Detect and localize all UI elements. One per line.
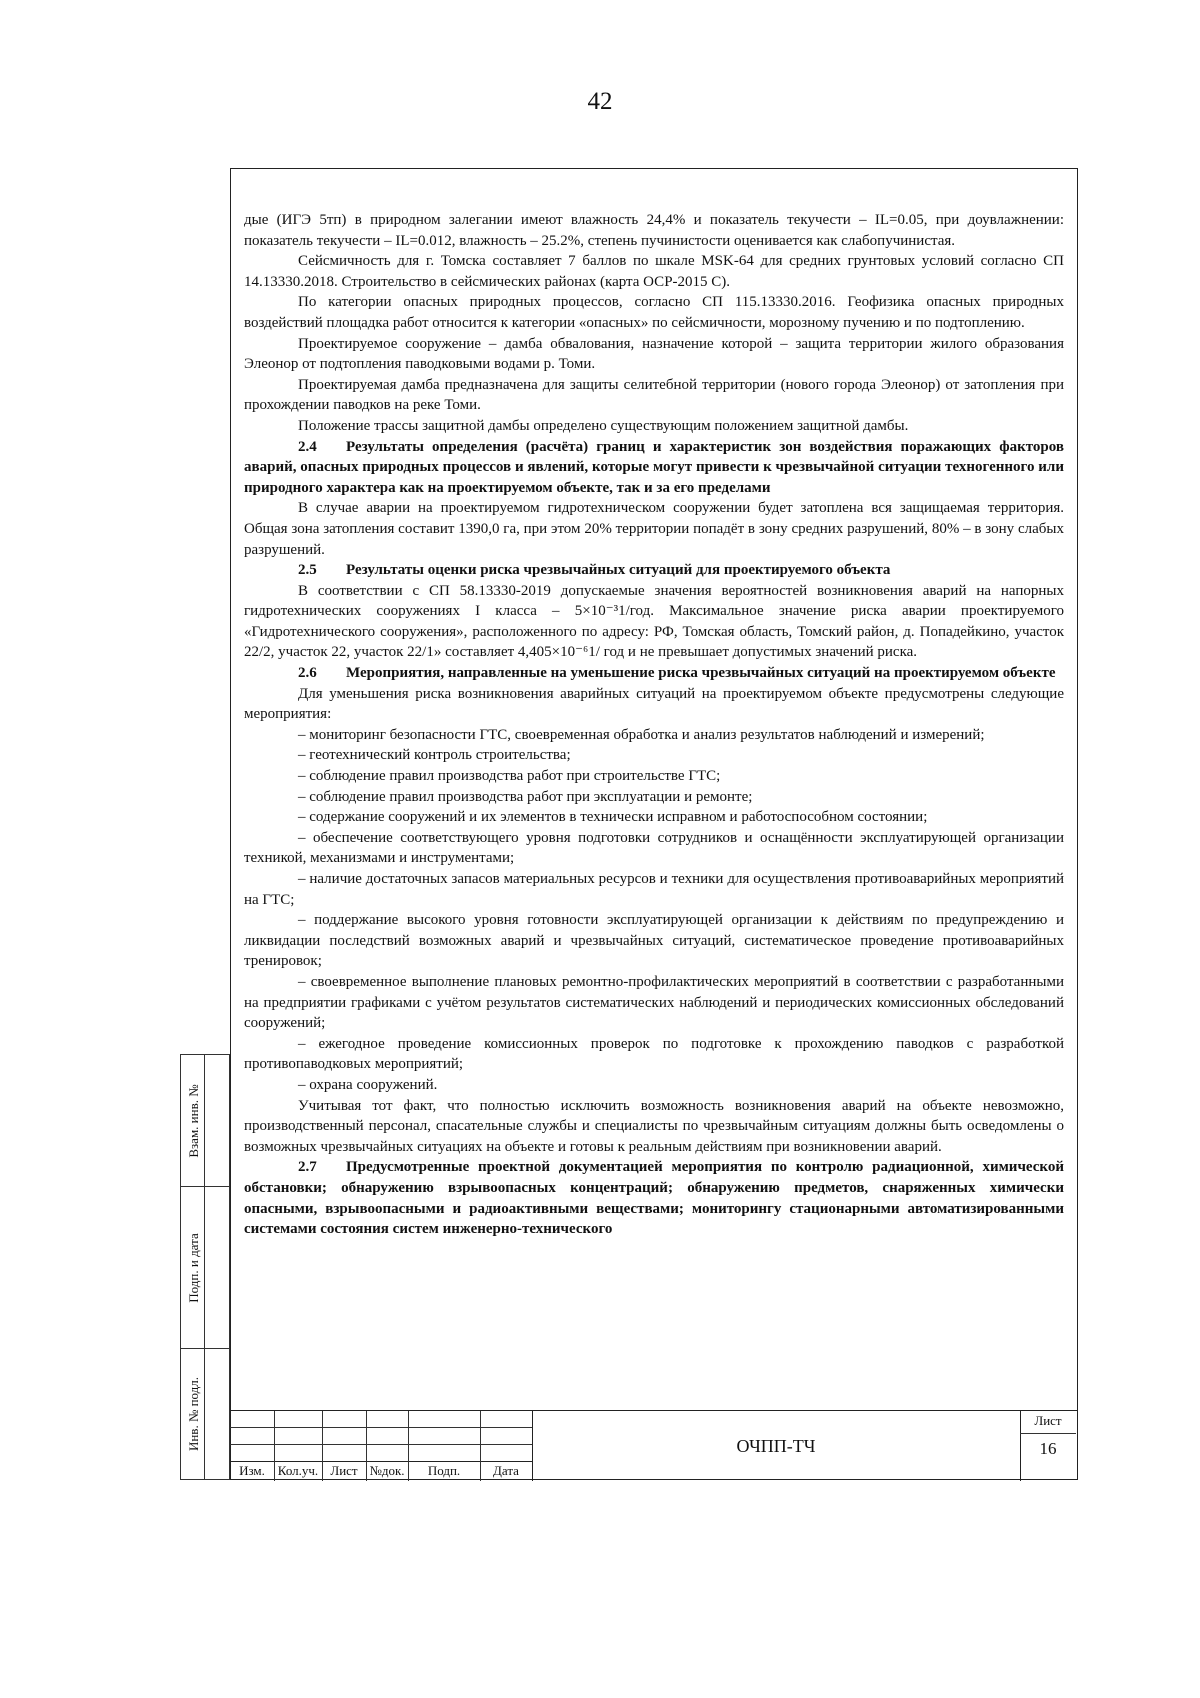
sheet-divider — [1020, 1433, 1076, 1434]
section-heading — [244, 1157, 1064, 1239]
paragraph-text: Сейсмичность для г. Томска составляет 7 баллов по шкале MSK-64 для средних грунтовых условий согласно СП 14.13330.2018. Строительство в сейсмических районах (карта ОСР-2015 С). — [244, 253, 1064, 290]
paragraph-text: По категории опасных природных процессов, согласно СП 115.13330.2016. Геофизика опасных природных воздействий площадка работ относится к категории «опасных» по сейсмичности, морозному пучению и по подтоплению. — [244, 294, 1064, 331]
sheet-label: Лист — [1034, 1413, 1062, 1428]
title-block-row-line — [230, 1444, 532, 1445]
paragraph-text: – соблюдение правил производства работ при эксплуатации и ремонте; — [298, 788, 753, 805]
paragraph — [244, 1075, 1064, 1096]
paragraph — [244, 869, 1064, 910]
section-number: 2.7 — [298, 1159, 317, 1176]
paragraph — [244, 766, 1064, 787]
paragraph — [244, 251, 1064, 292]
document-code: ОЧПП-ТЧ — [736, 1435, 816, 1456]
paragraph-text: – наличие достаточных запасов материальных ресурсов и техники для осуществления противоаварийных мероприятий на ГТС; — [244, 871, 1064, 908]
side-cell-signature — [181, 1187, 229, 1349]
paragraph-text: Предусмотренные проектной документацией мероприятия по контролю радиационной, химической обстановки; обнаружению взрывоопасных концентраций; обнаружению предметов, снаряженных химически опасными, взрывоопасными и радиоактивными веществами; мониторингу стационарными автоматизированными системами состояния систем инженерно-технического — [244, 1159, 1064, 1238]
column-sheet: Лист — [330, 1463, 358, 1478]
paragraph-text: Положение трассы защитной дамбы определено существующим положением защитной дамбы. — [298, 417, 909, 434]
paragraph — [244, 828, 1064, 869]
paragraph — [244, 416, 1064, 437]
title-block — [230, 1410, 1078, 1480]
paragraph — [244, 334, 1064, 375]
paragraph-text: Результаты оценки риска чрезвычайных ситуаций для проектируемого объекта — [346, 562, 891, 579]
side-cell-inventory — [181, 1349, 229, 1479]
paragraph — [244, 807, 1064, 828]
side-label-replacement: Взам. инв. № — [185, 1083, 201, 1158]
paragraph — [244, 375, 1064, 416]
column-doc-number: №док. — [369, 1463, 405, 1478]
column-signature: Подп. — [427, 1463, 461, 1478]
column-count: Кол.уч. — [277, 1463, 319, 1478]
document-body — [244, 210, 1064, 1240]
paragraph — [244, 725, 1064, 746]
side-label-signature: Подп. и дата — [185, 1232, 201, 1303]
paragraph — [244, 910, 1064, 972]
paragraph-text: – содержание сооружений и их элементов в технически исправном и работоспособном состоянии; — [298, 809, 928, 826]
paragraph-text: – охрана сооружений. — [298, 1076, 438, 1093]
paragraph-text: – соблюдение правил производства работ при строительстве ГТС; — [298, 768, 721, 785]
paragraph-text: Проектируемая дамба предназначена для защиты селитебной территории (нового города Элеонор) от затопления при прохождении паводков на реке Томи. — [244, 376, 1064, 414]
paragraph-text: – поддержание высокого уровня готовности эксплуатирующей организации к действиям по предупреждению и ликвидации последствий возможных аварий и чрезвычайных ситуаций, систематическое проведение противоаварийных тренировок; — [244, 912, 1064, 970]
paragraph-text: В соответствии с СП 58.13330-2019 допускаемые значения вероятностей возникновения аварий на напорных гидротехнических сооружениях I класса – 5×10⁻³1/год. Максимальное значение риска аварии проектируемого «Гидротехнического сооружения», расположенного по адресу: РФ, Томская область, Томский район, д. Попадейкино, участок 22/2, участок 22, участок 22/1» составляет 4,405×10⁻⁶1/ год и не превышает допустимых значений риска. — [244, 582, 1064, 661]
paragraph — [244, 787, 1064, 808]
section-number: 2.5 — [298, 562, 317, 579]
paragraph-text: Для уменьшения риска возникновения аварийных ситуаций на проектируемом объекте предусмотрены следующие мероприятия: — [244, 685, 1064, 723]
paragraph-text: В случае аварии на проектируемом гидротехническом сооружении будет затоплена вся защищаемая территория. Общая зона затопления составит 1390,0 га, при этом 20% территории попадёт в зону средних разрушений, 80% – в зону слабых разрушений. — [244, 500, 1064, 558]
paragraph-text: дые (ИГЭ 5тп) в природном залегании имеют влажность 24,4% и показатель текучести – IL=0.05, при доувлажнении: показатель текучести – IL=0.012, влажность – 25.2%, степень пучинистости оценивается как слабопучинистая. — [244, 212, 1064, 249]
section-number: 2.6 — [298, 665, 317, 682]
paragraph-text: Учитывая тот факт, что полностью исключить возможность возникновения аварий на объекте невозможно, производственный персонал, спасательные службы и специалисты по чрезвычайным ситуациям должны быть осведомлены о возможных чрезвычайных ситуациях на объекте и готовы к реальным действиям при возникновении аварий. — [244, 1097, 1064, 1155]
section-heading — [244, 560, 1064, 581]
paragraph — [244, 498, 1064, 560]
paragraph — [244, 684, 1064, 725]
paragraph — [244, 210, 1064, 251]
paragraph-text: – обеспечение соответствующего уровня подготовки сотрудников и оснащённости эксплуатирующей организации техникой, механизмами и инструментами; — [244, 829, 1064, 867]
side-label-inventory: Инв. № подл. — [185, 1376, 201, 1452]
paragraph — [244, 972, 1064, 1034]
sheet-number: 16 — [1039, 1439, 1057, 1458]
paragraph-text: Результаты определения (расчёта) границ и характеристик зон воздействия поражающих факторов аварий, опасных природных процессов и явлений, которые могут привести к чрезвычайной ситуации техногенного или природного характера как на проектируемом объекте, так и за его пределами — [244, 438, 1064, 496]
column-change: Изм. — [239, 1463, 265, 1478]
section-number: 2.4 — [298, 438, 317, 455]
paragraph-text: – своевременное выполнение плановых ремонтно-профилактических мероприятий в соответствии с разработанными на предприятии графиками с учётом результатов систематических наблюдений и периодических комиссионных обследований сооружений; — [244, 973, 1064, 1032]
title-block-row-line — [230, 1427, 532, 1428]
paragraph-text: – ежегодное проведение комиссионных проверок по подготовке к прохождению паводков с разработкой противопаводковых мероприятий; — [244, 1035, 1064, 1073]
section-heading — [244, 663, 1064, 684]
column-date: Дата — [493, 1463, 519, 1478]
paragraph-text: Проектируемое сооружение – дамба обвалования, назначение которой – защита территории жилого образования Элеонор от подтопления паводковыми водами р. Томи. — [244, 335, 1064, 373]
paragraph-text: – геотехнический контроль строительства; — [298, 747, 571, 764]
paragraph — [244, 581, 1064, 663]
paragraph-text: Мероприятия, направленные на уменьшение риска чрезвычайных ситуаций на проектируемом объекте — [346, 665, 1056, 682]
paragraph — [244, 745, 1064, 766]
paragraph — [244, 1096, 1064, 1158]
side-cell-replacement — [181, 1055, 229, 1187]
side-stamp — [180, 1054, 230, 1480]
paragraph — [244, 292, 1064, 333]
section-heading — [244, 437, 1064, 499]
page-number: 42 — [587, 88, 613, 115]
paragraph-text: – мониторинг безопасности ГТС, своевременная обработка и анализ результатов наблюдений и измерений; — [298, 726, 985, 743]
paragraph — [244, 1034, 1064, 1075]
